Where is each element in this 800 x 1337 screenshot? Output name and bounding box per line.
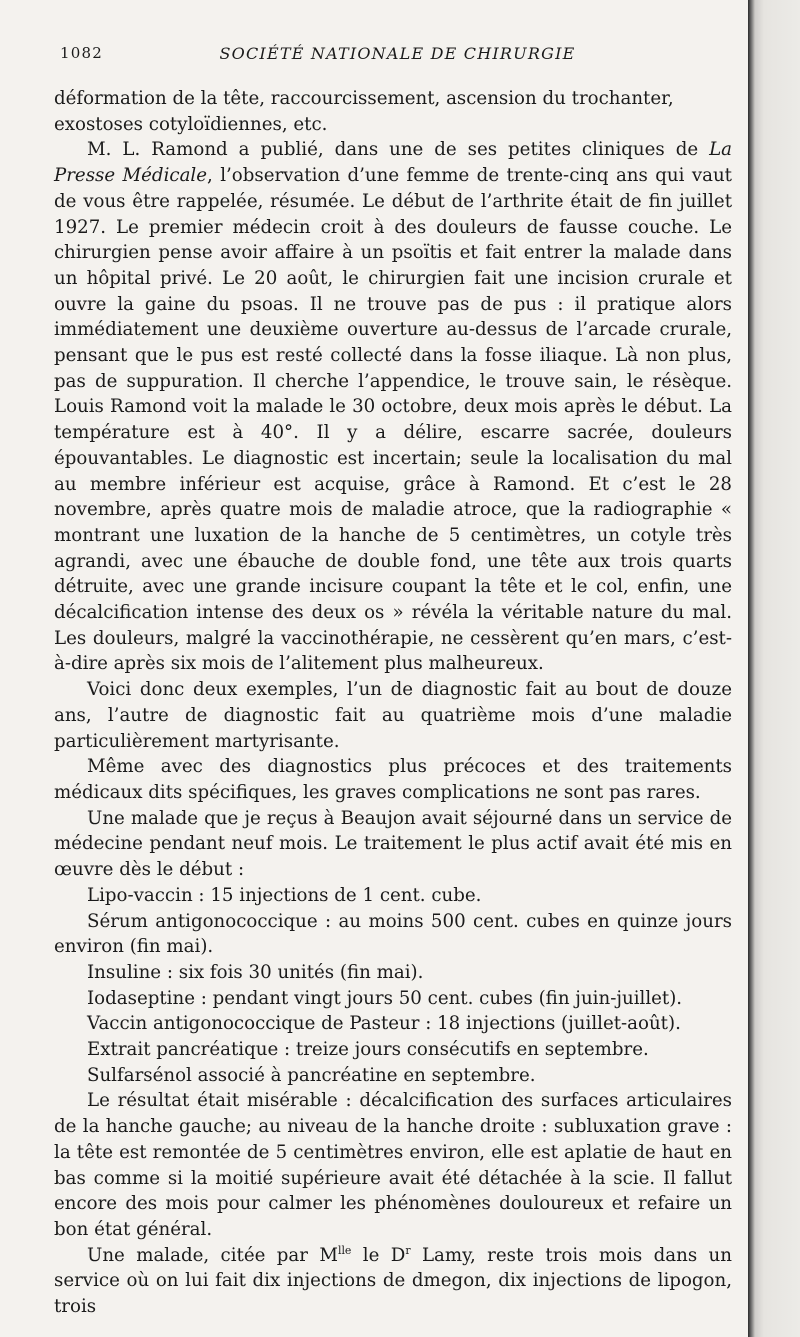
paragraph-complications: Même avec des diagnostics plus précoces et des traitements médicaux dits spécifiques, les graves complications ne sont pas rares. [54,756,732,803]
paragraph-ramond-case [54,137,732,677]
paragraph-beaujon-case: Une malade que je reçus à Beaujon avait séjourné dans un service de médecine pendant neuf mois. Le traitement le plus actif avait été mis en œuvre dès le début : [54,807,732,881]
paragraph-lamy-case [54,1243,732,1320]
page-number: 1082 [60,44,103,62]
running-title: SOCIÉTÉ NATIONALE DE CHIRURGIE [219,44,576,63]
text-span: Lamy, reste trois mois dans un service où on lui fait dix injections de dmegon, dix injections de lipogon, trois [54,1244,732,1318]
superscript: r [405,1243,411,1257]
text-span: le D [351,1244,406,1266]
body-text [54,86,732,1320]
treatment-item: Iodaseptine : pendant vingt jours 50 cent. cubes (fin juin-juillet). [87,987,683,1009]
treatment-item: Sulfarsénol associé à pancréatine en septembre. [87,1064,536,1086]
treatment-item: Lipo-vaccin : 15 injections de 1 cent. cube. [87,884,482,906]
paragraph-two-examples: Voici donc deux exemples, l’un de diagnostic fait au bout de douze ans, l’autre de diagnostic fait au quatrième mois d’une maladie particulièrement martyrisante. [54,679,732,752]
treatment-item: Extrait pancréatique : treize jours consécutifs en septembre. [87,1039,649,1061]
paragraph-continued: déformation de la tête, raccourcissement, ascension du trochanter, exostoses cotyloïdiennes, etc. [54,88,674,135]
treatment-item: Vaccin antigonococcique de Pasteur : 18 injections (juillet-août). [87,1013,681,1035]
superscript: lle [337,1243,352,1257]
page-edge-shadow [748,0,800,1337]
text-span: M. L. Ramond a publié, dans une de ses petites cliniques de [87,139,710,161]
page-header [60,44,735,66]
treatment-item: Sérum antigonococcique : au moins 500 cent. cubes en quinze jours environ (fin mai). [54,910,732,958]
text-span: , l’observation d’une femme de trente-cinq ans qui vaut de vous être rappelée, résumée. Le début de l’arthrite était de fin juillet 1927. Le premier médecin croit à des douleurs de fausse couche. Le chirurgien pense avoir affaire à un psoïtis et fait entrer la malade dans un hôpital privé. Le 20 août, le chirurgien fait une incision crurale et ouvre la gaine du psoas. Il ne trouve pas de pus : il pratique alors immédiatement une deuxième ouverture au-dessus de l’arcade crurale, pensant que le pus est resté collecté dans la fosse iliaque. Là non plus, pas de suppuration. Il cherche l’appendice, le trouve sain, le résèque. Louis Ramond voit la malade le 30 octobre, deux mois après le début. La température est à 40°. Il y a délire, escarre sacrée, douleurs épouvantables. Le diagnostic est incertain; seule la localisation du mal au membre inférieur est acquise, grâce à Ramond. Et c’est le 28 novembre, après quatre mois de maladie atroce, que la radiographie « montrant une luxation de la hanche de 5 centimètres, un cotyle très agrandi, avec une ébauche de double fond, une tête aux trois quarts détruite, avec une grande incisure coupant la tête et le col, enfin, une décalcification intense des deux os » révéla la véritable nature du mal. Les douleurs, malgré la vaccinothérapie, ne cessèrent qu’en mars, c’est-à-dire après six mois de l’alitement plus malheureux. [54,165,732,675]
journal-title: La Presse Médicale [54,139,732,187]
text-span: Une malade, citée par M [87,1244,338,1266]
treatment-item: Insuline : six fois 30 unités (fin mai). [87,961,424,983]
paragraph-result: Le résultat était misérable : décalcification des surfaces articulaires de la hanche gauche; au niveau de la hanche droite : subluxation grave : la tête est remontée de 5 centimètres environ, elle est aplatie de haut en bas comme si la moitié supérieure avait été détachée à la scie. Il fallut encore des mois pour calmer les phénomènes douloureux et refaire un bon état général. [54,1090,732,1240]
